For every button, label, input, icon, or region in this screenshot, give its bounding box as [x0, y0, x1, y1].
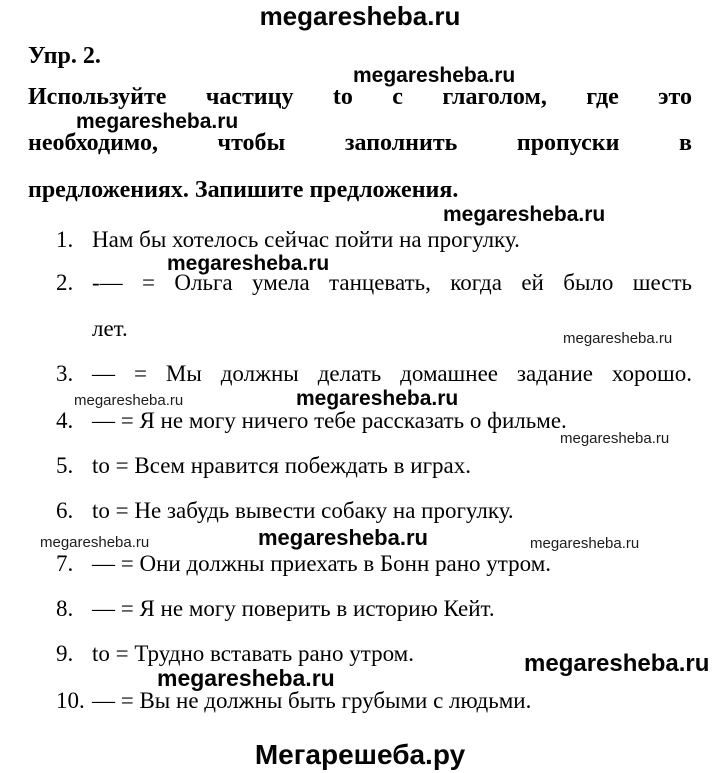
list-item-5: [0, 453, 720, 480]
item-text: — = Я не могу поверить в историю Кейт.: [92, 596, 495, 621]
item-text: Нам бы хотелось сейчас пойти на прогулку.: [92, 227, 520, 252]
item-text: — = Я не могу ничего тебе рассказать о фильме.: [92, 408, 567, 433]
item-number: 2.: [56, 270, 74, 295]
item-text: лет.: [92, 316, 128, 341]
item-number: 6.: [56, 498, 74, 523]
item-text: to = Всем нравится побеждать в играх.: [92, 453, 471, 478]
item-number: 10.: [56, 688, 85, 713]
watermark-overlay: megaresheba.ru: [560, 430, 670, 447]
footer-brand: Мегарешеба.ру: [254, 739, 466, 770]
watermark-overlay: megaresheba.ru: [74, 392, 184, 409]
list-item-3: [0, 361, 720, 388]
item-number: 9.: [56, 641, 74, 666]
list-item-8: [0, 596, 720, 623]
item-number: 1.: [56, 227, 74, 252]
item-text: to = Трудно вставать рано утром.: [92, 641, 414, 666]
instruction-line-3: предложениях. Запишите предложения.: [28, 177, 459, 203]
item-text: -— = Ольга умела танцевать, когда ей было шесть: [92, 270, 692, 295]
list-item-7: [0, 551, 720, 578]
exercise-title: Упр. 2.: [28, 43, 101, 69]
watermark-overlay: megaresheba.ru: [296, 387, 459, 410]
item-number: 5.: [56, 453, 74, 478]
instruction-line-1: Используйте частицу to с глаголом, где это: [28, 84, 692, 110]
watermark-overlay: megaresheba.ru: [443, 203, 606, 226]
site-watermark-top: megaresheba.ru: [259, 1, 461, 31]
item-text: to = Не забудь вывести собаку на прогулку.: [92, 498, 514, 523]
watermark-overlay: megaresheba.ru: [40, 534, 150, 551]
watermark-overlay: megaresheba.ru: [258, 525, 428, 550]
item-number: 8.: [56, 596, 74, 621]
item-text: — = Мы должны делать домашнее задание хорошо.: [92, 361, 692, 386]
item-text: — = Вы не должны быть грубыми с людьми.: [92, 688, 532, 713]
watermark-overlay: megaresheba.ru: [157, 665, 335, 691]
list-item-10: [0, 688, 720, 715]
instruction-line-2: необходимо, чтобы заполнить пропуски в: [28, 130, 692, 156]
list-item-2: [0, 270, 720, 297]
list-item-1: [0, 227, 720, 254]
watermark-overlay: megaresheba.ru: [530, 535, 640, 552]
watermark-overlay: megaresheba.ru: [524, 650, 710, 677]
watermark-overlay: megaresheba.ru: [353, 64, 516, 87]
item-text: — = Они должны приехать в Бонн рано утром.: [92, 551, 552, 576]
item-number: 4.: [56, 408, 74, 433]
watermark-overlay: megaresheba.ru: [563, 330, 673, 347]
item-number: 7.: [56, 551, 74, 576]
list-item-6: [0, 498, 720, 525]
watermark-overlay: megaresheba.ru: [76, 110, 239, 133]
item-number: 3.: [56, 361, 74, 386]
watermark-overlay: megaresheba.ru: [167, 252, 330, 275]
